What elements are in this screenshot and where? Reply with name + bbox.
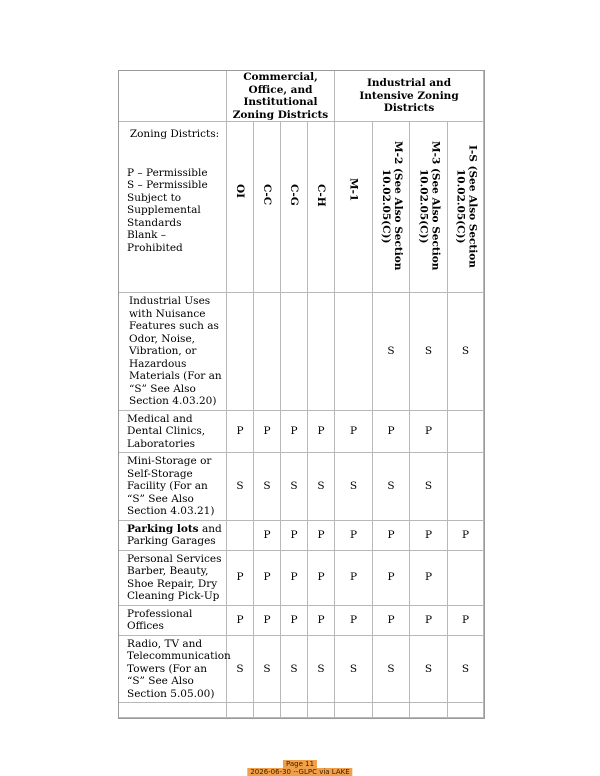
district-m2-header: M-2 (See Also Section 10.02.05(C)) [373, 122, 410, 293]
group-commercial-heading: Commercial, Office, and Institutional Zoning Districts [227, 71, 335, 122]
table-row [119, 411, 484, 454]
use-label-rest: and Parking Garages [127, 522, 222, 547]
cell-value: S [373, 636, 410, 704]
legend-prohibited: Blank – Prohibited [127, 229, 183, 254]
cell-value: P [254, 411, 281, 454]
cell-value: P [373, 606, 410, 636]
cell-value: S [308, 636, 335, 704]
cell-value: S [227, 636, 254, 704]
cell-value: P [335, 521, 373, 551]
use-label: Medical and Dental Clinics, Laboratories [119, 411, 227, 454]
cell-value: P [410, 411, 448, 454]
table-row [119, 453, 484, 521]
district-cc-header: C-C [254, 122, 281, 293]
cell-value: S [373, 293, 410, 411]
cell-value: P [410, 551, 448, 606]
cell-value: S [335, 453, 373, 521]
legend-cell [119, 122, 227, 293]
legend-supplemental: S – Permissible Subject to Supplemental Standards [127, 179, 208, 229]
cell-value: P [281, 551, 308, 606]
cell-value: P [373, 551, 410, 606]
cell-value: P [410, 521, 448, 551]
use-label: Professional Offices [119, 606, 227, 636]
cell-value [448, 453, 484, 521]
table-row [119, 606, 484, 636]
district-oi-header: OI [227, 122, 254, 293]
district-m1-header: M-1 [335, 122, 373, 293]
use-label-bold: Parking lots [127, 522, 199, 535]
cell-value: P [308, 521, 335, 551]
cell-value: P [254, 606, 281, 636]
cell-value: P [373, 411, 410, 454]
legend-title: Zoning Districts: [129, 128, 220, 140]
cell-value [335, 293, 373, 411]
cell-value: S [335, 636, 373, 704]
district-ch-header: C-H [308, 122, 335, 293]
district-header-row [119, 122, 484, 293]
cell-value: P [308, 411, 335, 454]
cell-value: P [308, 551, 335, 606]
zoning-table [118, 70, 485, 719]
cell-value [448, 551, 484, 606]
legend-permissible: P – Permissible [127, 166, 208, 179]
cell-value: P [335, 606, 373, 636]
cell-value: S [448, 636, 484, 704]
cell-value: P [448, 521, 484, 551]
cell-value: P [308, 606, 335, 636]
cell-value: S [227, 453, 254, 521]
cell-value: S [410, 636, 448, 704]
cell-value: S [448, 293, 484, 411]
cell-value: P [254, 551, 281, 606]
cell-value [281, 293, 308, 411]
cell-value: S [410, 293, 448, 411]
cell-value: S [254, 453, 281, 521]
use-label: Radio, TV and Telecommunication Towers (For an “S” See Also Section 5.05.00) [119, 636, 227, 704]
use-label: Industrial Uses with Nuisance Features such as Odor, Noise, Vibration, or Hazardous Materials (For an “S” See Also Section 4.03.20) [119, 293, 227, 411]
cell-value: S [281, 453, 308, 521]
cell-value [448, 411, 484, 454]
cell-value: P [335, 551, 373, 606]
cell-value: P [227, 411, 254, 454]
table-row [119, 636, 484, 704]
cell-value: P [335, 411, 373, 454]
empty-row [119, 703, 484, 718]
cell-value: P [281, 606, 308, 636]
use-label: Mini-Storage or Self-Storage Facility (For an “S” See Also Section 4.03.21) [119, 453, 227, 521]
use-label [119, 521, 227, 551]
cell-value: P [227, 551, 254, 606]
cell-value: P [373, 521, 410, 551]
district-is-header: I-S (See Also Section 10.02.05(C)) [448, 122, 484, 293]
cell-value: P [227, 606, 254, 636]
table-row [119, 521, 484, 551]
cell-value: S [410, 453, 448, 521]
use-label: Personal Services Barber, Beauty, Shoe Repair, Dry Cleaning Pick-Up [119, 551, 227, 606]
cell-value: S [373, 453, 410, 521]
cell-value: P [281, 411, 308, 454]
table-row [119, 293, 484, 411]
cell-value: P [254, 521, 281, 551]
cell-value: P [281, 521, 308, 551]
cell-value: S [281, 636, 308, 704]
table-row [119, 551, 484, 606]
group-header-row [119, 71, 484, 122]
cell-value [227, 293, 254, 411]
district-m3-header: M-3 (See Also Section 10.02.05(C)) [410, 122, 448, 293]
cell-value: S [308, 453, 335, 521]
cell-value [308, 293, 335, 411]
date-stamp-badge: 2026-06-30 --GLPC via LAKE [247, 768, 352, 776]
district-cg-header: C-G [281, 122, 308, 293]
cell-value: P [410, 606, 448, 636]
cell-value [227, 521, 254, 551]
corner-cell [119, 71, 227, 122]
group-industrial-heading: Industrial and Intensive Zoning Districts [335, 71, 484, 122]
cell-value: P [448, 606, 484, 636]
cell-value: S [254, 636, 281, 704]
cell-value [254, 293, 281, 411]
page-number-badge: Page 11 [283, 760, 317, 768]
